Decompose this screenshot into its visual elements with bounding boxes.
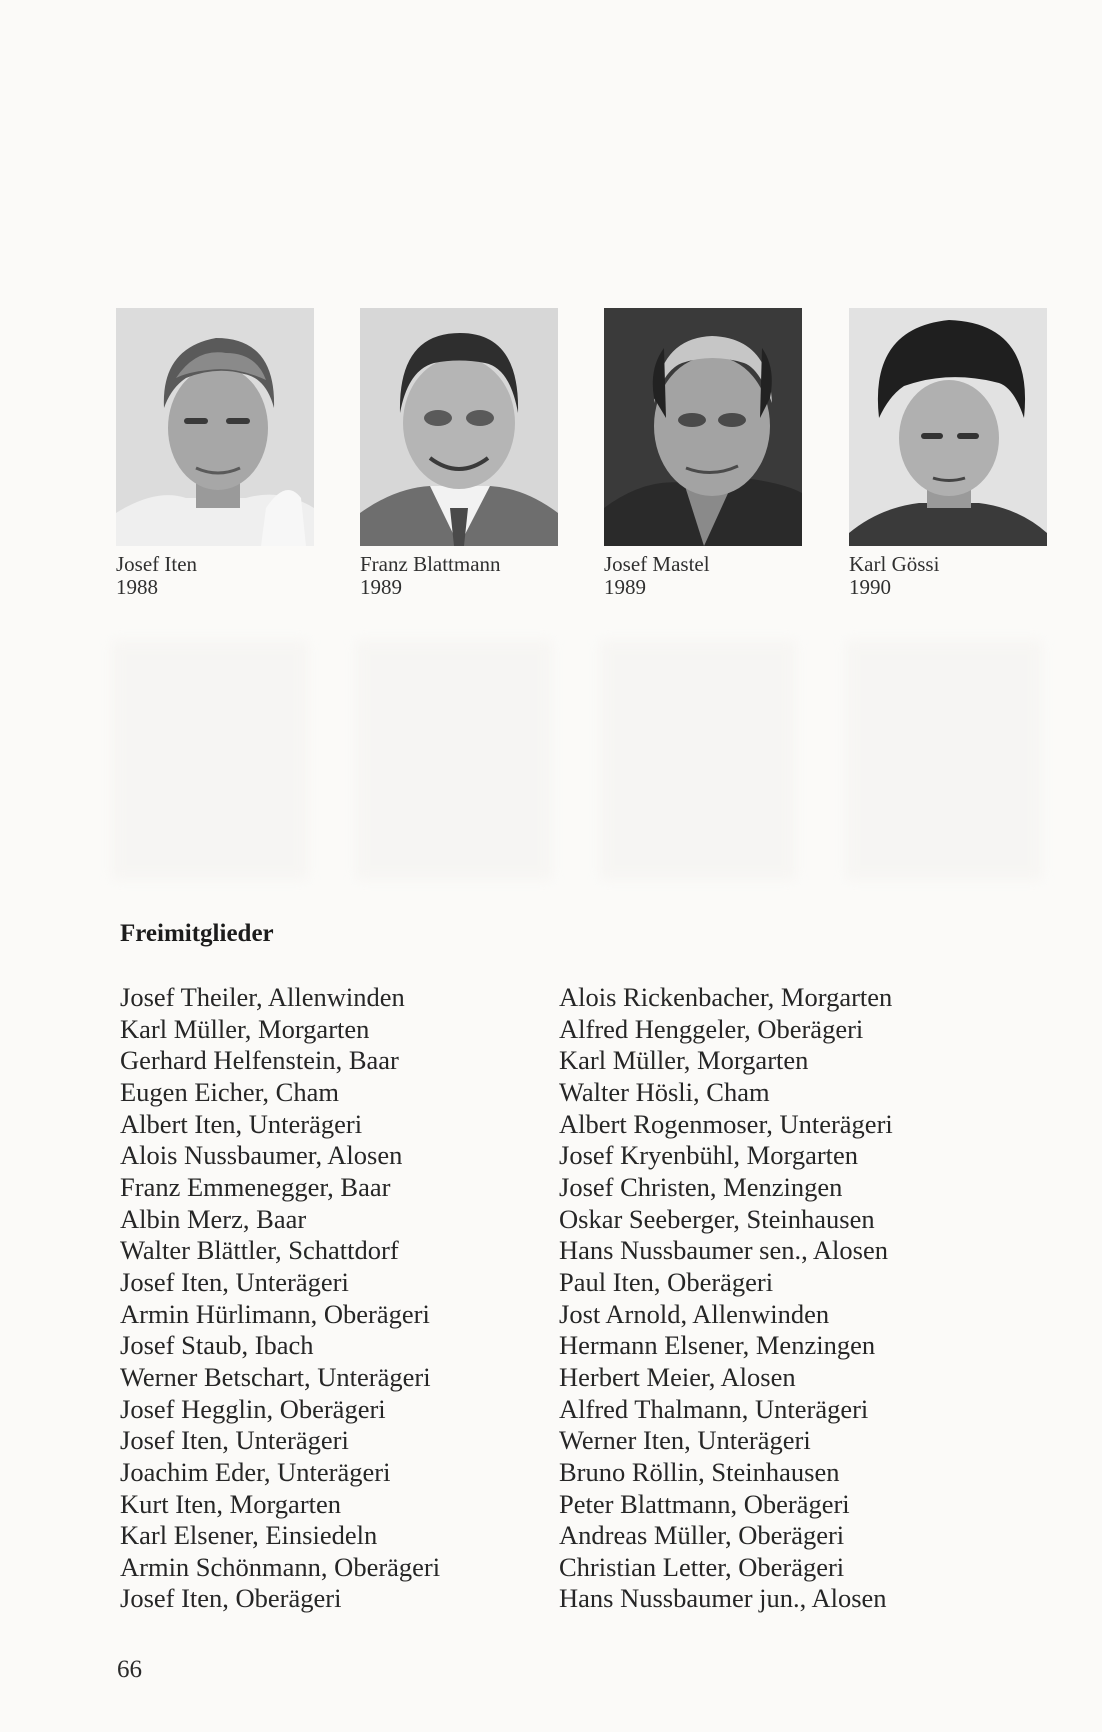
member-entry: Josef Iten, Unterägeri [120, 1266, 349, 1297]
member-entry: Josef Iten, Unterägeri [120, 1425, 349, 1456]
portrait-card [849, 308, 1047, 599]
show-through-shadow [356, 640, 552, 880]
member-entry: Albert Iten, Unterägeri [120, 1108, 363, 1139]
portrait-year: 1989 [604, 575, 646, 599]
member-entry: Joachim Eder, Unterägeri [120, 1456, 391, 1487]
member-entry: Bruno Röllin, Steinhausen [559, 1456, 840, 1487]
member-entry: Armin Hürlimann, Oberägeri [120, 1298, 430, 1329]
member-entry: Werner Iten, Unterägeri [559, 1425, 811, 1456]
member-entry: Walter Hösli, Cham [559, 1076, 770, 1107]
member-entry: Karl Elsener, Einsiedeln [120, 1520, 378, 1551]
member-entry: Werner Betschart, Unterägeri [120, 1361, 431, 1392]
member-entry: Walter Blättler, Schattdorf [120, 1235, 399, 1266]
portrait-year: 1990 [849, 575, 891, 599]
portrait-card [360, 308, 558, 599]
member-entry: Herbert Meier, Alosen [559, 1361, 796, 1392]
show-through-shadow [846, 640, 1042, 880]
member-entry: Jost Arnold, Allenwinden [559, 1298, 830, 1329]
member-entry: Alfred Thalmann, Unterägeri [559, 1393, 869, 1424]
show-through-shadow [600, 640, 796, 880]
member-entry: Karl Müller, Morgarten [559, 1045, 809, 1076]
member-entry: Josef Iten, Oberägeri [120, 1583, 342, 1614]
member-entry: Eugen Eicher, Cham [120, 1076, 339, 1107]
member-entry: Kurt Iten, Morgarten [120, 1488, 342, 1519]
member-entry: Alois Rickenbacher, Morgarten [559, 982, 893, 1012]
portrait-photo [360, 308, 558, 546]
member-list-left [120, 982, 440, 1615]
member-entry: Josef Staub, Ibach [120, 1330, 314, 1361]
portrait-year: 1988 [116, 575, 158, 599]
member-entry: Hans Nussbaumer sen., Alosen [559, 1235, 888, 1266]
portrait-photo [849, 308, 1047, 546]
portrait-name: Franz Blattmann [360, 552, 501, 576]
member-entry: Peter Blattmann, Oberägeri [559, 1488, 850, 1519]
member-entry: Armin Schönmann, Oberägeri [120, 1551, 441, 1582]
member-entry: Paul Iten, Oberägeri [559, 1266, 774, 1297]
member-entry: Christian Letter, Oberägeri [559, 1551, 845, 1582]
member-entry: Hans Nussbaumer jun., Alosen [559, 1583, 887, 1614]
member-entry: Oskar Seeberger, Steinhausen [559, 1203, 875, 1234]
member-entry: Josef Christen, Menzingen [559, 1171, 843, 1202]
member-entry: Andreas Müller, Oberägeri [559, 1520, 845, 1551]
member-entry: Alfred Henggeler, Oberägeri [559, 1013, 864, 1044]
member-entry: Hermann Elsener, Menzingen [559, 1330, 876, 1361]
portrait-photo [116, 308, 314, 546]
portrait-year: 1989 [360, 575, 402, 599]
portrait-name: Josef Mastel [604, 552, 710, 576]
portrait-name: Karl Gössi [849, 552, 940, 576]
portrait-card [116, 308, 314, 599]
portrait-photo [604, 308, 802, 546]
section-title: Freimitglieder [120, 920, 274, 947]
member-entry: Albert Rogenmoser, Unterägeri [559, 1108, 893, 1139]
member-entry: Karl Müller, Morgarten [120, 1013, 370, 1044]
member-entry: Josef Kryenbühl, Morgarten [559, 1140, 859, 1171]
member-entry: Alois Nussbaumer, Alosen [120, 1140, 403, 1171]
member-entry: Albin Merz, Baar [120, 1203, 307, 1234]
member-entry: Gerhard Helfenstein, Baar [120, 1045, 399, 1076]
member-entry: Josef Theiler, Allenwinden [120, 982, 405, 1012]
portrait-name: Josef Iten [116, 552, 198, 576]
page-number: 66 [117, 1656, 142, 1683]
member-entry: Franz Emmenegger, Baar [120, 1171, 391, 1202]
show-through-shadow [112, 640, 308, 880]
portrait-card [604, 308, 802, 599]
member-list-right [559, 982, 893, 1615]
member-entry: Josef Hegglin, Oberägeri [120, 1393, 386, 1424]
